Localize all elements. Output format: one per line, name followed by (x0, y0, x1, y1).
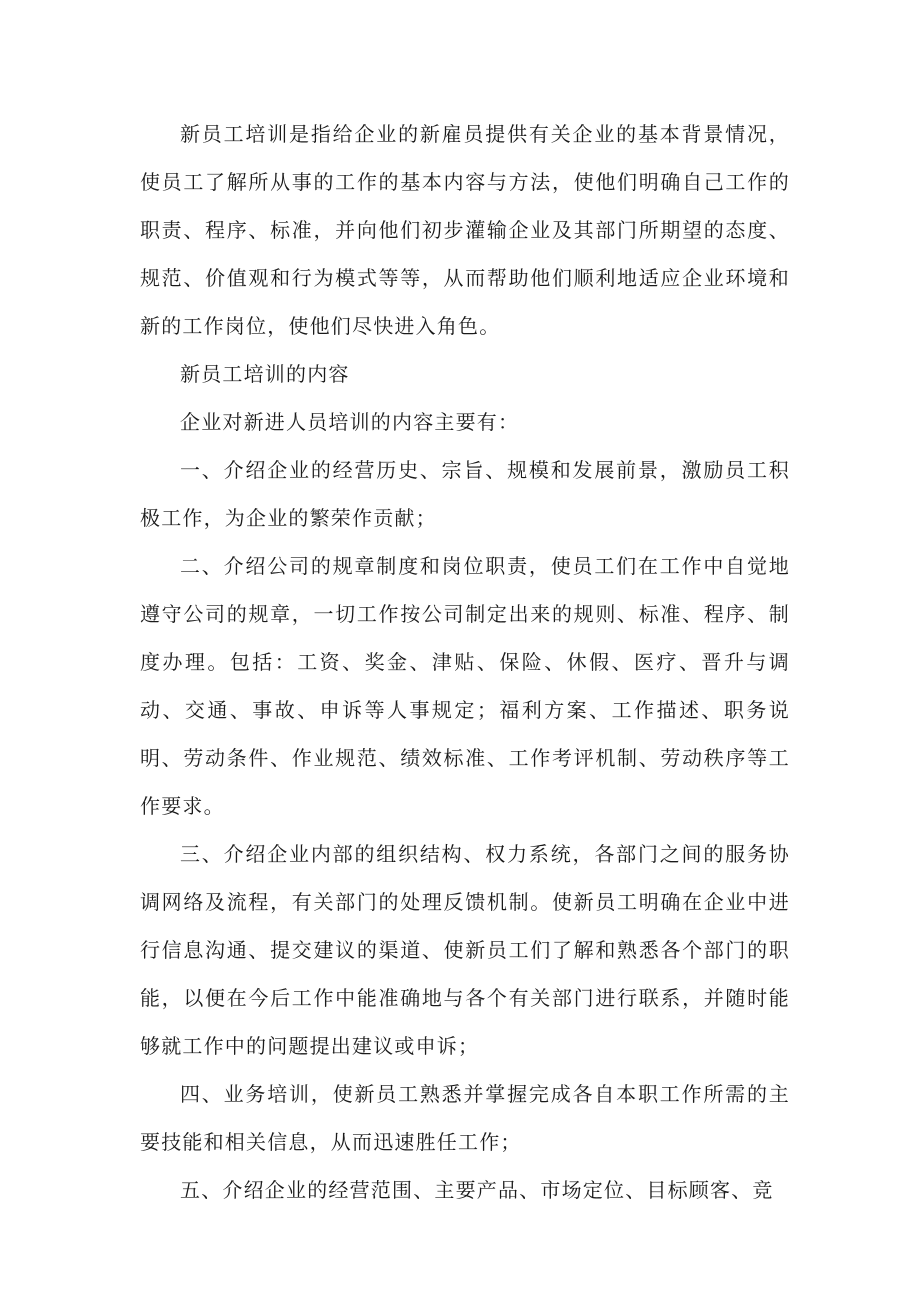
paragraph-item-1: 一、介绍企业的经营历史、宗旨、规模和发展前景，激励员工积极工作，为企业的繁荣作贡献； (140, 458, 790, 530)
paragraph-item-5: 五、介绍企业的经营范围、主要产品、市场定位、目标顾客、竞 (180, 1178, 774, 1202)
paragraph-item-3: 三、介绍企业内部的组织结构、权力系统，各部门之间的服务协调网络及流程，有关部门的处理反馈机制。使新员工明确在企业中进行信息沟通、提交建议的渠道、使新员工们了解和熟悉各个部门的职能，以便在今后工作中能准确地与各个有关部门进行联系，并随时能够就工作中的问题提出建议或申诉； (140, 842, 790, 1058)
paragraph-content-lead: 企业对新进人员培训的内容主要有： (180, 410, 520, 434)
paragraph-item-2: 二、介绍公司的规章制度和岗位职责，使员工们在工作中自觉地遵守公司的规章，一切工作按公司制定出来的规则、标准、程序、制度办理。包括：工资、奖金、津贴、保险、休假、医疗、晋升与调动、交通、事故、申诉等人事规定；福利方案、工作描述、职务说明、劳动条件、作业规范、绩效标准、工作考评机制、劳动秩序等工作要求。 (140, 554, 790, 818)
paragraph-section-heading: 新员工培训的内容 (180, 362, 350, 386)
document-body (140, 110, 790, 1214)
paragraph-intro: 新员工培训是指给企业的新雇员提供有关企业的基本背景情况，使员工了解所从事的工作的基本内容与方法，使他们明确自己工作的职责、程序、标准，并向他们初步灌输企业及其部门所期望的态度、规范、价值观和行为模式等等，从而帮助他们顺利地适应企业环境和新的工作岗位，使他们尽快进入角色。 (140, 122, 790, 338)
paragraph-item-4: 四、业务培训，使新员工熟悉并掌握完成各自本职工作所需的主要技能和相关信息，从而迅速胜任工作； (140, 1082, 790, 1154)
